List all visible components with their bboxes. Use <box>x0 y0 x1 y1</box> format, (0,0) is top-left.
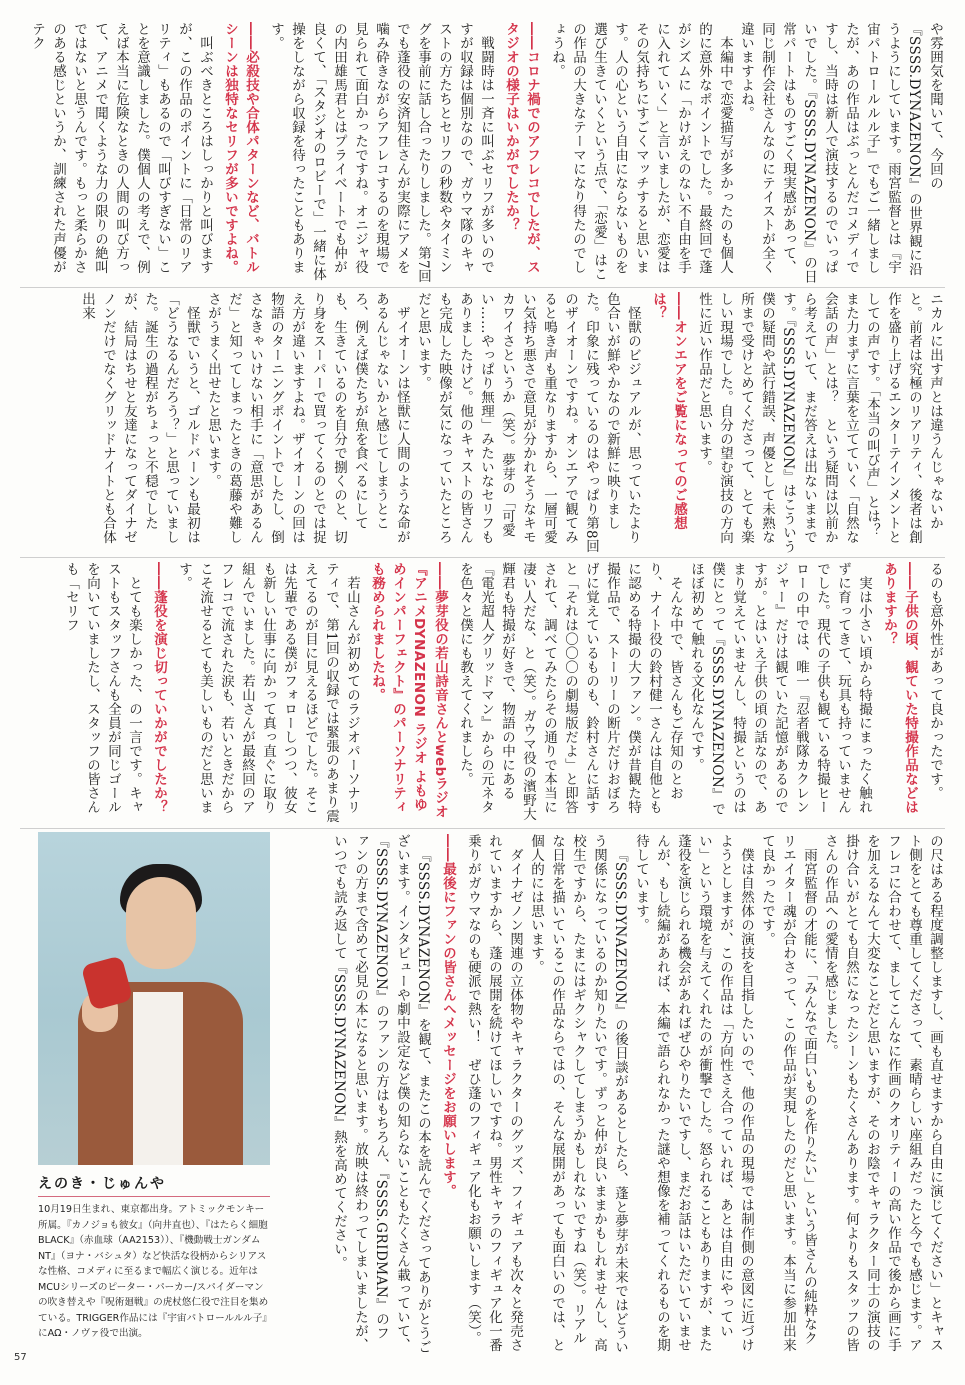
shirt-shape <box>133 992 183 1165</box>
interview-question: ――オンエアをご覧になってのご感想は？ <box>650 292 687 530</box>
answer-paragraph: 『SSSS.DYNAZENON』の後日談があるとしたら、蓬と夢芽が未来ではどういう関係になっているのか知りたいです。ずっと仲が良いままかもしれませんし、高校生ですから、たまにはギクシャクしてしまうかもしれないですね（笑）。リアルな日常を描いているこの作品ならではの、そんな展開があっても面白いのでは、と個人的には思います。 <box>528 834 628 1354</box>
profile-bio: 10月19日生まれ、東京都出身。アトミックモンキー所属。『カノジョも彼女』（向井直也）、『はたらく細胞BLACK』（赤血球（AA2153））、『機動戦士ガンダムNT』（ヨナ・バシュタ）など快活な役柄からシリアスな性格、コメディに至るまで幅広く演じる。近年はMCUシリーズのピーター・パーカー/スパイダーマンの吹き替えや『呪術廻戦』の虎杖悠仁役で注目を集めている。TRIGGER作品には『宇宙パトロールルル子』にAΩ・ノヴァ役で出演。 <box>38 1204 269 1339</box>
answer-paragraph: や雰囲気を聞いて、今回の『SSSS.DYNAZENON』の世界観に沿うようにしています。雨宮監督とは『宇宙パトロールルル子』でもご一緒しましたが、あの作品はぶっとんだコメディですし、当時は新人で演技するのでいっぱいでした。『SSSS.DYNAZENON』の日常パートはものすごく現実感があって、同じ制作会社さんなのにテイストが全く違いますよね。 <box>738 22 943 284</box>
answer-paragraph: 怪獣のビジュアルが、思っていたより色合いが鮮やかなので新鮮に映りました。印象に残っているのはやっぱり第8回のザイオーンですね。オンエアで観てみると鳴き声も重なりますから、一層可愛い気持ち悪さで意見が分かれそうなキモカワイさというか（笑）。夢芽の「可愛い……やっぱり無理」みたいなセリフもありましたけど。他のキャストの皆さんも完成した映像が気になっていたところだと思います。 <box>415 292 641 554</box>
answer-paragraph: 『SSSS.DYNAZENON』を観て、またこの本を読んでくださってありがとうございます。インタビューや劇中設定など僕の知らないこともたくさん載っていて、『SSSS.DYNAZENON』のファンの方はもちろん、『SSSS.GRIDMAN』のファンの方まで含めて必見の本になると思います。放映は終わってしまいましたが、いつでも読み返して『SSSS.DYNAZENON』熱を高めてください。 <box>331 834 431 1354</box>
answer-paragraph: そんな中で、皆さんもご存知のとおり、ナイト役の鈴村健一さんは自他ともに認める特撮の大ファン。僕が昔観た特撮作品で、ストーリーの断片だけおぼろげに覚えているものも、鈴村さんに話すと「それは〇〇〇の劇場版だよ」と即答されて、調べてみたらその通りで本当に凄い人だな、と（笑）。ガウマ役の濱野大輝君も特撮が好きで、物語の中にある『電光超人グリッドマン』からの元ネタを色々と僕にも教えてくれました。 <box>457 562 683 822</box>
row-divider <box>20 287 945 288</box>
article-row-2 <box>20 292 945 554</box>
answer-paragraph: 本編中で恋愛描写が多かったのも個人的に意外なポイントでした。最終回で蓬がシズムに「かけがえのない不自由を手に入れていく」と言いましたが、恋愛はその気持ちにすごくマッチすると思います。人の心という自由にならないものを選び生きていくという点で、「恋愛」はこの作品の大きなテーマになり得たのでしょうね。 <box>549 22 733 282</box>
page-number: 57 <box>14 1352 27 1363</box>
answer-paragraph: 怪獣でいうと、ゴルドバーンも最初は「どうなるんだろう？」と思っていました。誕生の過程がちょっと不穏でしたが、結局はちせと友達になってダイナゼノンだけでなくグリッドナイトとも合体出来 <box>79 292 200 544</box>
interview-question: ――最後にファンの皆さんへメッセージをお願いします。 <box>440 834 456 1198</box>
article-row-4 <box>290 834 945 1354</box>
answer-paragraph: とても楽しかった、の一言です。キャストもスタッフさんも全員が同じゴールを向いていましたし、スタッフの皆さんも「セリフ <box>63 562 142 814</box>
profile-divider <box>38 1196 270 1197</box>
answer-paragraph: ザイオーンは怪獣に人間のような命があるんじゃないかと感じてしまうところ、例えば僕たちが魚を食べるにしても、生きているのを自分で捌くのと、切り身をスーパーで買ってくるのとでは捉え方が違いますよね。ザイオーンの回は物語のターニングポイントでしたし、倒さなきゃいけない相手に「意思があるんだ」と知ってしまったときの葛藤や難しさがうまく出せたと思います。 <box>205 292 410 544</box>
face-shape <box>126 877 196 969</box>
profile-name: えのき・じゅんや <box>38 1176 166 1192</box>
interview-question: ――コロナ禍でのアフレコでしたが、スタジオの様子はいかがでしたか？ <box>503 22 540 274</box>
answer-paragraph: ダイナゼノン関連の立体物やキャラクターのグッズ、フィギュアも次々と発売されていますから、蓬の展開を続けてほしいですね。男性キャラのフィギュア化一番乗りがガウマなのも硬派で熱い！ ぜひ蓬のフィギュア化もお願いします（笑）。 <box>465 834 523 1352</box>
article-row-1 <box>20 22 945 284</box>
row-divider <box>20 828 945 829</box>
interview-question: ――夢芽役の若山詩音さんとwebラジオ『アニメDYNAZENON ラジオ よもゆめインパーフェクト』のパーソナリティも務められましたね。 <box>369 562 448 819</box>
interview-question: ――子供の頃、観ていた特撮作品などはありますか？ <box>881 562 918 814</box>
answer-paragraph: 実は小さい頃から特撮にまったく触れずに育ってきて、玩具も持っていませんでした。現代の子供も観ている特撮ヒーローの中では、唯一『忍者戦隊カクレンジャー』だけは観ていた記憶があるのですが。とはいえ子供の頃の話なので、あまり覚えていませんし、特撮というのは僕にとって『SSSS.DYNAZENON』でほぼ初めて触れる文化なんです。 <box>688 562 872 817</box>
portrait-photo <box>38 832 270 1165</box>
answer-paragraph: 戦闘時は一斉に叫ぶセリフが多いのですが収録は個別なので、ガウマ隊のキャストの方たちとセリフの秒数やタイミングを事前に話し合ったりしました。第7回でも蓬役の安済知佳さんが実際にアメを噛み砕きながらアフレコするのを現場で見られて面白かったですね。オニジャ役の内田雄馬君とはプライベートでも仲が良くて、「スタジオのロビーで」一緒に体操をしながら収録を待ったこともあります。 <box>268 22 494 284</box>
answer-paragraph: 叫ぶべきところはしっかりと叫びますが、この作品のポイントに「日常のリアリティ」もあるので「叫びすぎない」ことを意識しました。僕個人の考えで、例えば本当に危険なときの人間の叫び方って、アニメで聞くような力の限りの絶叫ではないと思うんです。もっと柔らかさのある感じというか、訓練された声優がテク <box>29 22 213 274</box>
row-divider <box>20 557 945 558</box>
answer-paragraph: るのも意外性があって良かったです。 <box>927 562 943 800</box>
answer-paragraph: 雨宮監督の才能に、「みんなで面白いものを作りたい」という皆さんの純粋なクリエイター魂が合わさって、この作品が実現したのだと思います。本当に参加出来て良かったです。 <box>759 834 817 1352</box>
interview-question: ――蓬役を演じ切っていかがでしたか？ <box>151 562 167 814</box>
interview-question: ――必殺技や合体パターンなど、バトルシーンは独特なセリフが多いですよね。 <box>222 22 259 274</box>
answer-paragraph: の尺はある程度調整しますし、画も直せますから自由に演じてください」とキャスト側をとても尊重してくださって、素晴らしい座組みだったと今でも感じます。アフレコに合わせて、ましてこんなに作画のクオリティーの高い作品で後から画に手を加えるなんて大変なことだと思いますが、そのお陰でキャラクター同士の演技の掛け合いがとても自然になったシーンもたくさんあります。何よりもスタッフの皆さんの作品への愛情を感じました。 <box>822 834 943 1352</box>
article-row-3 <box>20 562 945 824</box>
answer-paragraph: 僕は自然体の演技を目指したいので、他の作品の現場では制作側の意図に近づけようとしますが、この作品は「方向性さえ合っていれば、あとは自由にやっていい」という環境を与えてくれたのが衝撃でした。怒られることもありますが、また蓬役を演じられる機会があればぜひやりたいですし、まだお話はいただいていませんが、もし続編があれば、本編で語られなかった謎や想像を補ってくれるものを期待しています。 <box>633 834 754 1352</box>
answer-paragraph: ニカルに出す声とは違うんじゃないかと。前者は究極のリアリティ、後者は創作を盛り上げるエンターテインメントとしての声です。「本当の叫び声」とは？ また力まずに言葉を立てていく「自然な会話の声」とは？ という疑問は以前から考えていて、まだ答えは出ないままです。『SSSS.DYNAZENON』はこういう僕の疑問や試行錯誤、声優として未熟な所まで受けとめてくださって、とても楽しい現場でした。自分の望む演技の方向性に近い作品だと思います。 <box>696 292 943 554</box>
answer-paragraph: 若山さんが初めてのラジオパーソナリティで、第1回の収録では緊張のあまり震えてるのが目に見えるほどでした。そこは先輩である僕がフォローしつつ、彼女も新しい仕事に向かって真っ直ぐに取り組んでいました。若山さんが最終回のアフレコで流された涙も、若いときだからこそ流せるとても美しいものだと思います。 <box>176 562 360 824</box>
